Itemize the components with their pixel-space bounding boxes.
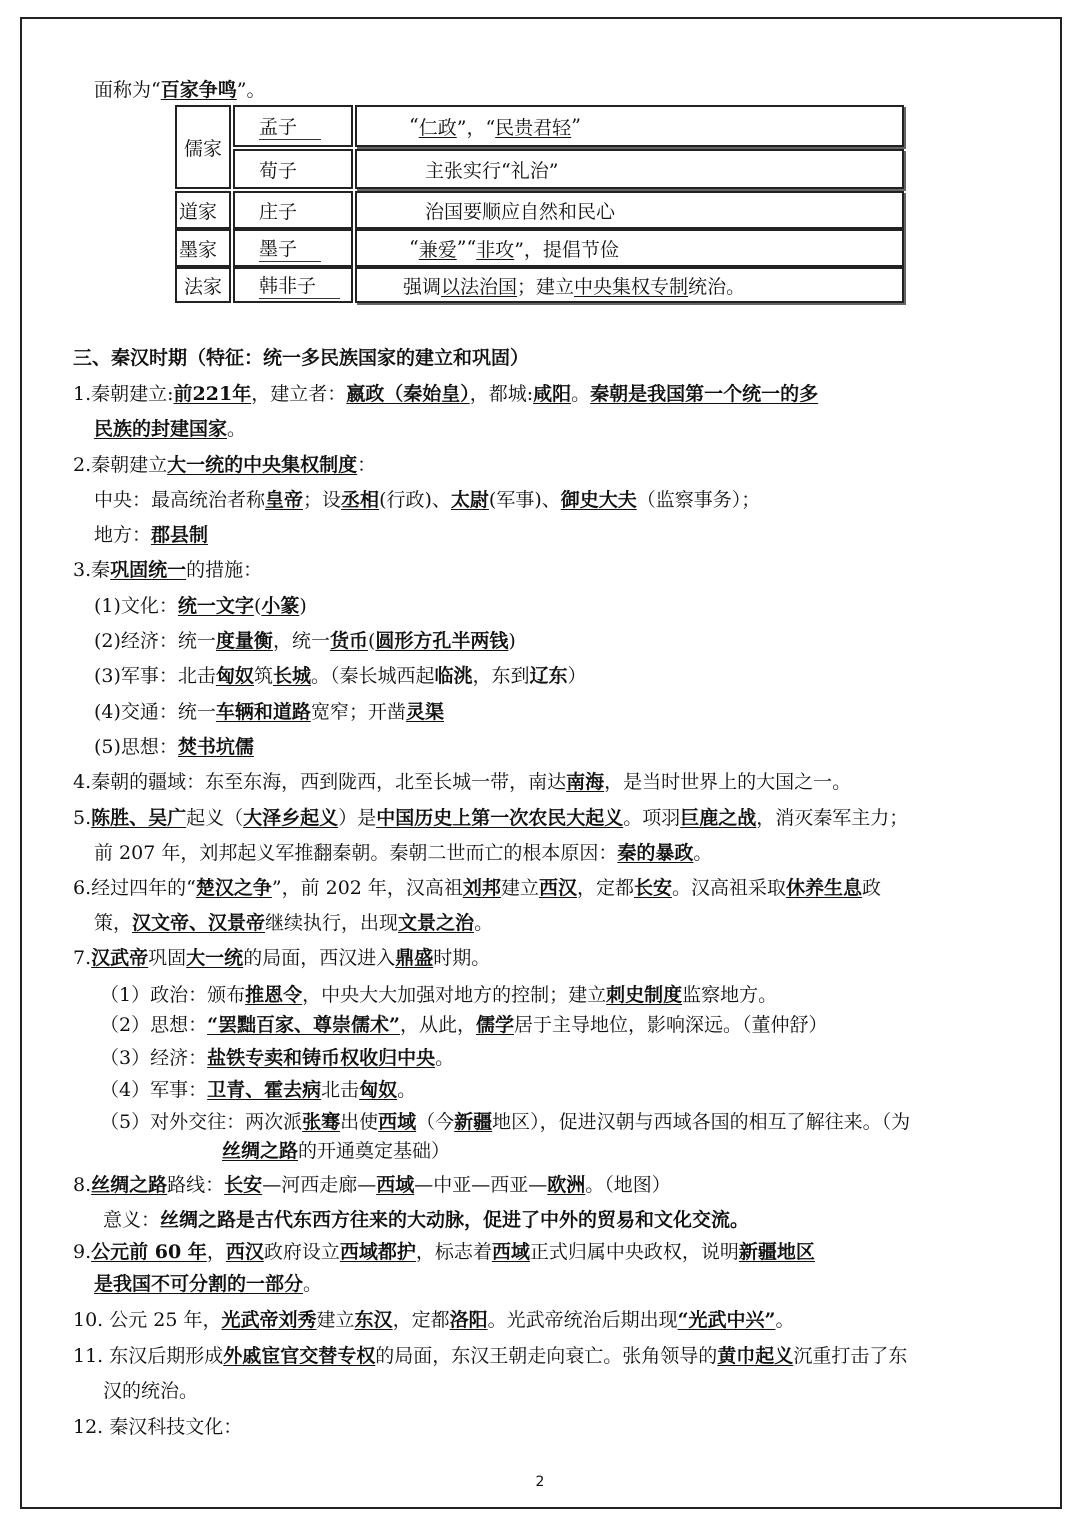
item-7-5: （5）对外交往：两次派张骞出使西域（今新疆地区），促进汉朝与西域各国的相互了解往来。（为	[100, 1111, 911, 1133]
item-7-3: （3）经济：盐铁专卖和铸币权收归中央。	[100, 1047, 455, 1069]
schools-table	[175, 105, 904, 303]
page-number: 2	[535, 1474, 545, 1490]
item-3-5: (5)思想：焚书坑儒	[94, 736, 254, 758]
person-cell: 庄子	[233, 191, 353, 229]
school-cell: 道家	[175, 191, 231, 229]
item-7-4: （4）军事：卫青、霍去病北击匈奴。	[100, 1079, 417, 1101]
item-3-4: (4)交通：统一车辆和道路宽窄；开凿灵渠	[94, 701, 444, 723]
person-cell: 荀子	[233, 149, 353, 189]
idea-cell: “ 兼爱 ”“ 非攻 ”，提倡节俭	[355, 229, 904, 267]
item-9-cont: 是我国不可分割的一部分。	[94, 1273, 323, 1295]
item-5-cont: 前 207 年，刘邦起义军推翻秦朝。秦朝二世而亡的根本原因：秦的暴政。	[94, 842, 713, 864]
school-cell: 儒家	[175, 105, 231, 189]
item-6-cont: 策，汉文帝、汉景帝继续执行，出现文景之治。	[94, 912, 494, 934]
idea-cell: 治国要顺应自然和民心	[355, 191, 904, 229]
item-7-5-cont: 丝绸之路的开通奠定基础）	[222, 1140, 451, 1162]
school-cell: 墨家	[175, 229, 231, 267]
item-11: 11. 东汉后期形成外戚宦官交替专权的局面，东汉王朝走向衰亡。张角领导的黄巾起义沉重打击了东	[73, 1345, 908, 1367]
item-2: 2.秦朝建立大一统的中央集权制度：	[73, 454, 377, 476]
item-8: 8.丝绸之路路线：长安—河西走廊—西域—中亚—西亚—欧洲。（地图）	[73, 1174, 671, 1196]
item-8-meaning: 意义：丝绸之路是古代东西方往来的大动脉，促进了中外的贸易和文化交流。	[103, 1209, 750, 1231]
item-2-central: 中央：最高统治者称皇帝；设丞相(行政)、太尉(军事)、御史大夫（监察事务）；	[94, 489, 761, 511]
item-4: 4.秦朝的疆域：东至东海，西到陇西，北至长城一带，南达南海，是当时世界上的大国之一。	[73, 771, 852, 793]
idea-cell: 强调 以法治国 ；建立 中央集权专制 统治。	[355, 267, 904, 303]
item-7-1: （1）政治：颁布推恩令，中央大大加强对地方的控制；建立刺史制度监察地方。	[100, 984, 778, 1006]
item-11-cont: 汉的统治。	[103, 1380, 199, 1402]
item-5: 5.陈胜、吴广起义（大泽乡起义）是中国历史上第一次农民大起义。项羽巨鹿之战，消灭秦军主力；	[73, 807, 909, 829]
item-3-1: (1)文化：统一文字(小篆)	[94, 595, 307, 617]
idea-cell: “ 仁政 ”，“ 民贵君轻 ”	[355, 105, 904, 147]
intro-line: 面称为“百家争鸣”。	[94, 79, 266, 101]
item-10: 10. 公元 25 年，光武帝刘秀建立东汉，定都洛阳。光武帝统治后期出现“光武中兴”。	[73, 1309, 795, 1331]
section-title: 三、秦汉时期（特征：统一多民族国家的建立和巩固）	[73, 347, 530, 369]
item-1-cont: 民族的封建国家。	[94, 418, 247, 440]
person-cell: 韩非子	[233, 267, 353, 303]
item-3-3: (3)军事：北击匈奴筑长城。（秦长城西起临洮，东到辽东）	[94, 665, 587, 687]
item-7: 7.汉武帝巩固大一统的局面，西汉进入鼎盛时期。	[73, 947, 491, 969]
item-3-2: (2)经济：统一度量衡，统一货币(圆形方孔半两钱)	[94, 630, 516, 652]
item-3: 3.秦巩固统一的措施：	[73, 559, 263, 581]
item-2-local: 地方：郡县制	[94, 524, 209, 546]
idea-cell: 主张实行“礼治”	[355, 149, 904, 189]
item-9: 9.公元前 60 年，西汉政府设立西域都护，标志着西域正式归属中央政权，说明新疆地区	[73, 1241, 815, 1263]
item-12: 12. 秦汉科技文化：	[73, 1416, 243, 1438]
person-cell: 墨子	[233, 229, 353, 267]
item-6: 6.经过四年的“楚汉之争”，前 202 年，汉高祖刘邦建立西汉，定都长安。汉高祖采取休养生息政	[73, 877, 882, 899]
school-cell: 法家	[175, 267, 231, 303]
item-1: 1.秦朝建立:前221年，建立者：嬴政（秦始皇），都城:咸阳。秦朝是我国第一个统一的多	[73, 383, 819, 405]
person-cell: 孟子	[233, 105, 353, 147]
item-7-2: （2）思想：“罢黜百家、尊崇儒术”，从此，儒学居于主导地位，影响深远。（董仲舒）	[100, 1014, 828, 1036]
